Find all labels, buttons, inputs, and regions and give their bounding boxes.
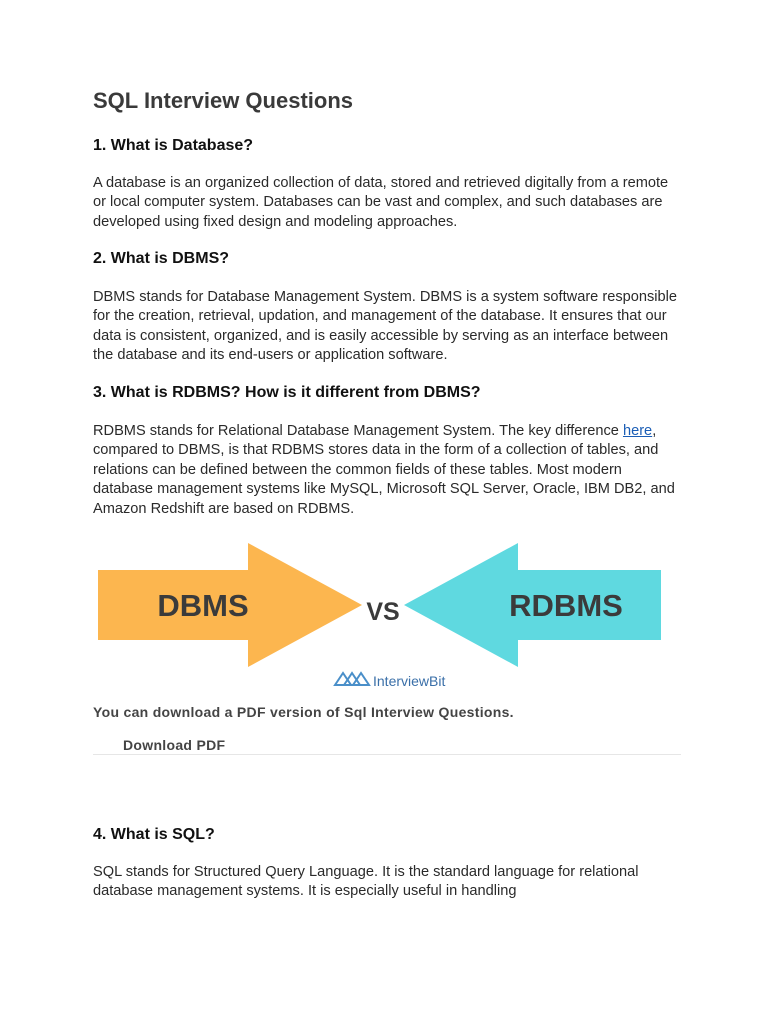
download-pdf-button[interactable]: Download PDF: [123, 737, 226, 753]
vs-label: VS: [366, 598, 400, 626]
interviewbit-brand: InterviewBit: [373, 673, 446, 689]
download-note: You can download a PDF version of Sql Interview Questions.: [93, 704, 514, 720]
answer-paragraph-3: [93, 422, 683, 519]
divider: [93, 754, 681, 755]
dbms-vs-rdbms-svg: [98, 540, 673, 695]
page-title: SQL Interview Questions: [93, 88, 353, 113]
answer-text-after-link: , compared to DBMS, is that RDBMS stores data in the form of a collection of tables, and relations can be defined between the common fields of these tables. Most modern database management systems like MySQL, Microsoft SQL Server, Oracle, IBM DB2, and Amazon Redshift are based on RDBMS.: [93, 423, 675, 517]
question-heading-4: 4. What is SQL?: [93, 826, 215, 843]
answer-paragraph-2: DBMS stands for Database Management System. DBMS is a system software responsible for the creation, retrieval, updation, and management of the database. It ensures that our data is consistent, organized, and is easily accessible by serving as an interface between the database and its end-users or application software.: [93, 289, 677, 364]
rdbms-label: RDBMS: [509, 588, 623, 623]
answer-text-before-link: RDBMS stands for Relational Database Management System. The key difference: [93, 423, 623, 439]
question-heading-3: 3. What is RDBMS? How is it different from DBMS?: [93, 384, 481, 401]
question-heading-1: 1. What is Database?: [93, 137, 254, 154]
interviewbit-logo-icon: [335, 673, 369, 685]
dbms-vs-rdbms-graphic: [98, 540, 673, 695]
dbms-label: DBMS: [157, 588, 249, 623]
answer-paragraph-1: A database is an organized collection of data, stored and retrieved digitally from a remote or local computer system. Databases can be vast and complex, and such databases are developed using fixed design and modeling approaches.: [93, 175, 669, 230]
question-heading-2: 2. What is DBMS?: [93, 250, 230, 267]
answer-paragraph-4: SQL stands for Structured Query Language. It is the standard language for relational database management systems. It is especially useful in handling: [93, 864, 639, 900]
here-link[interactable]: here: [622, 423, 653, 439]
